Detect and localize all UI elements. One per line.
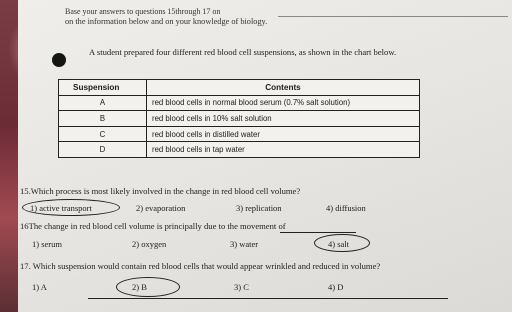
q15-answer-4: 4) diffusion (326, 203, 366, 213)
instruction-line-2: on the information below and on your knowledge of biology. (65, 17, 268, 26)
question-17: 17. Which suspension would contain red blood cells that would appear wrinkled and reduced in volume? (20, 261, 381, 271)
q16-answer-2: 2) oxygen (132, 239, 167, 249)
q15-answer-2: 2) evaporation (136, 203, 186, 213)
q17-answer-4: 4) D (328, 282, 344, 292)
row-id: C (59, 126, 147, 142)
row-contents: red blood cells in distilled water (147, 126, 420, 142)
row-contents: red blood cells in normal blood serum (0.7% salt solution) (147, 95, 420, 111)
header-rule (278, 16, 508, 17)
answer-circle-mark (314, 234, 370, 252)
q17-answer-2: 2) B (132, 282, 147, 292)
suspension-table (58, 79, 420, 158)
table-row (59, 95, 420, 111)
table-header-row (59, 80, 420, 96)
question-16: 16The change in red blood cell volume is principally due to the movement of (20, 221, 286, 231)
header-contents: Contents (147, 80, 420, 96)
instruction-line-1: Base your answers to questions 15through 17 on (65, 7, 221, 16)
row-id: D (59, 142, 147, 158)
q15-answer-3: 3) replication (236, 203, 282, 213)
row-id: A (59, 95, 147, 111)
question-15: 15.Which process is most likely involved in the change in red blood cell volume? (20, 186, 301, 196)
worksheet-page (18, 0, 512, 312)
table-row (59, 142, 420, 158)
answer-circle-mark (22, 199, 120, 216)
q16-answer-3: 3) water (230, 239, 259, 249)
row-contents: red blood cells in 10% salt solution (147, 111, 420, 127)
q15-answer-1: 1) active transport (30, 203, 92, 213)
q16-answer-1: 1) serum (32, 239, 62, 249)
row-id: B (59, 111, 147, 127)
header-suspension: Suspension (59, 80, 147, 96)
row-contents: red blood cells in tap water (147, 142, 420, 158)
answer-circle-mark (116, 277, 180, 297)
q17-answer-3: 3) C (234, 282, 249, 292)
bullet-icon (52, 53, 66, 67)
q16-answer-4: 4) salt (328, 239, 350, 249)
table-row (59, 111, 420, 127)
underline-mark (280, 232, 356, 233)
q17-answer-1: 1) A (32, 282, 47, 292)
intro-text: A student prepared four different red blood cell suspensions, as shown in the chart below. (89, 47, 397, 57)
underline-mark (88, 298, 448, 299)
table-row (59, 126, 420, 142)
